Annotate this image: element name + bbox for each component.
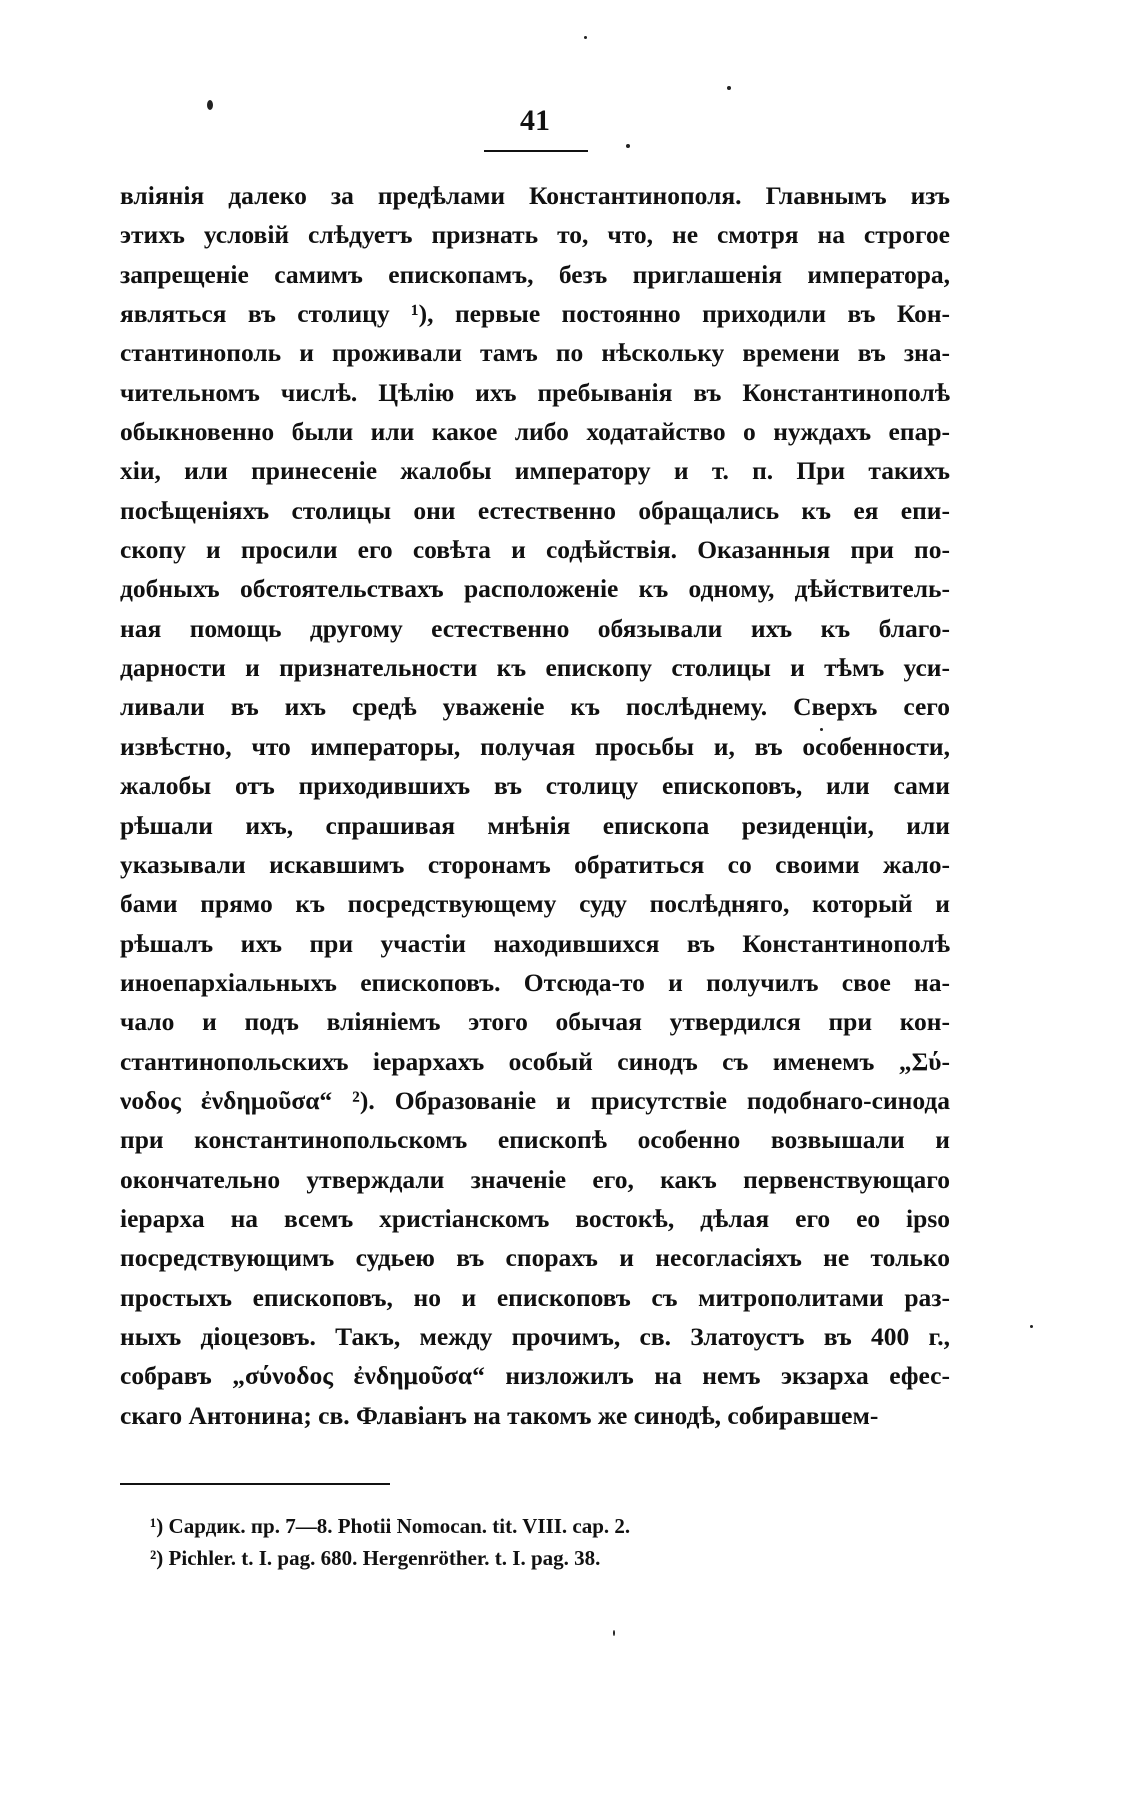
text-line: бами прямо къ посредствующему суду послѣдняго, который и xyxy=(120,889,950,919)
text-line: этихъ условій слѣдуетъ признать то, что, не смотря на строгое xyxy=(120,220,950,250)
text-line: ливали въ ихъ средѣ уваженіе къ послѣднему. Сверхъ сего xyxy=(120,692,950,722)
scan-speck xyxy=(207,100,213,110)
text-line: простыхъ епископовъ, но и епископовъ съ митрополитами раз- xyxy=(120,1282,950,1312)
text-line: извѣстно, что императоры, получая просьбы и, въ особенности, xyxy=(120,731,950,761)
text-line: жалобы отъ приходившихъ въ столицу епископовъ, или сами xyxy=(120,771,950,801)
scan-speck xyxy=(1030,1325,1033,1328)
text-line: ная помощь другому естественно обязывали ихъ къ благо- xyxy=(120,613,950,643)
scan-speck xyxy=(584,36,587,39)
scan-speck xyxy=(727,86,731,90)
footnote: ²) Pichler. t. I. pag. 680. Hergenröther. t. I. pag. 38. xyxy=(150,1546,601,1570)
text-line: стантинополь и проживали тамъ по нѣскольку времени въ зна- xyxy=(120,338,950,368)
text-line: вліянія далеко за предѣлами Константинополя. Главнымъ изъ xyxy=(120,181,950,210)
scan-speck xyxy=(626,144,630,148)
text-line: иноепархіальныхъ епископовъ. Отсюда-то и получилъ свое на- xyxy=(120,967,950,997)
text-line: іерарха на всемъ христіанскомъ востокѣ, дѣлая его eo ipso xyxy=(120,1203,950,1233)
text-line: указывали искавшимъ сторонамъ обратиться со своими жало- xyxy=(120,849,950,879)
text-line: рѣшали ихъ, спрашивая мнѣнія епископа резиденціи, или xyxy=(120,810,950,840)
footnote-rule xyxy=(120,1483,390,1485)
text-line: скаго Антонина; св. Флавіанъ на такомъ же синодѣ, собиравшем- xyxy=(120,1400,879,1430)
text-line: посредствующимъ судьею въ спорахъ и несогласіяхъ не только xyxy=(120,1243,950,1273)
text-line: νοδος ἐνδημοῦσα“ ²). Образованіе и присутствіе подобнаго-синода xyxy=(120,1085,950,1115)
text-line: хіи, или принесеніе жалобы императору и т. п. При такихъ xyxy=(120,456,950,486)
text-line: ныхъ діоцезовъ. Такъ, между прочимъ, св. Златоустъ въ 400 г., xyxy=(120,1321,950,1351)
text-line: рѣшалъ ихъ при участіи находившихся въ Константинополѣ xyxy=(120,928,950,958)
text-line: окончательно утверждали значеніе его, какъ первенствующаго xyxy=(120,1164,950,1194)
text-line: чало и подъ вліяніемъ этого обычая утвердился при кон- xyxy=(120,1007,950,1037)
body-text xyxy=(120,176,950,1435)
scan-speck xyxy=(820,728,823,731)
text-line: являться въ столицу ¹), первые постоянно приходили въ Кон- xyxy=(120,299,950,329)
page-number: 41 xyxy=(520,104,550,137)
text-line: добныхъ обстоятельствахъ расположеніе къ одному, дѣйствитель- xyxy=(120,574,950,604)
text-line: при константинопольскомъ епископѣ особенно возвышали и xyxy=(120,1125,950,1155)
text-line: посѣщеніяхъ столицы они естественно обращались къ ея епи- xyxy=(120,495,950,525)
text-line: чительномъ числѣ. Цѣлію ихъ пребыванія въ Константинополѣ xyxy=(120,377,950,407)
text-line: обыкновенно были или какое либо ходатайство о нуждахъ епар- xyxy=(120,417,950,447)
page-number-rule xyxy=(484,150,588,152)
text-line: запрещеніе самимъ епископамъ, безъ приглашенія императора, xyxy=(120,259,950,289)
scan-speck xyxy=(613,1630,615,1636)
text-line: дарности и признательности къ епископу столицы и тѣмъ уси- xyxy=(120,653,950,683)
text-line: стантинопольскихъ іерархахъ особый синодъ съ именемъ „Σύ- xyxy=(120,1046,950,1076)
footnotes xyxy=(150,1510,950,1574)
text-line: скопу и просили его совѣта и содѣйствія. Оказанныя при по- xyxy=(120,535,950,565)
footnote: ¹) Сардик. пр. 7—8. Photii Nomocan. tit. VIII. cap. 2. xyxy=(150,1514,631,1538)
text-line: собравъ „σύνοδος ἐνδημοῦσα“ низложилъ на немъ экзарха ефес- xyxy=(120,1361,950,1391)
